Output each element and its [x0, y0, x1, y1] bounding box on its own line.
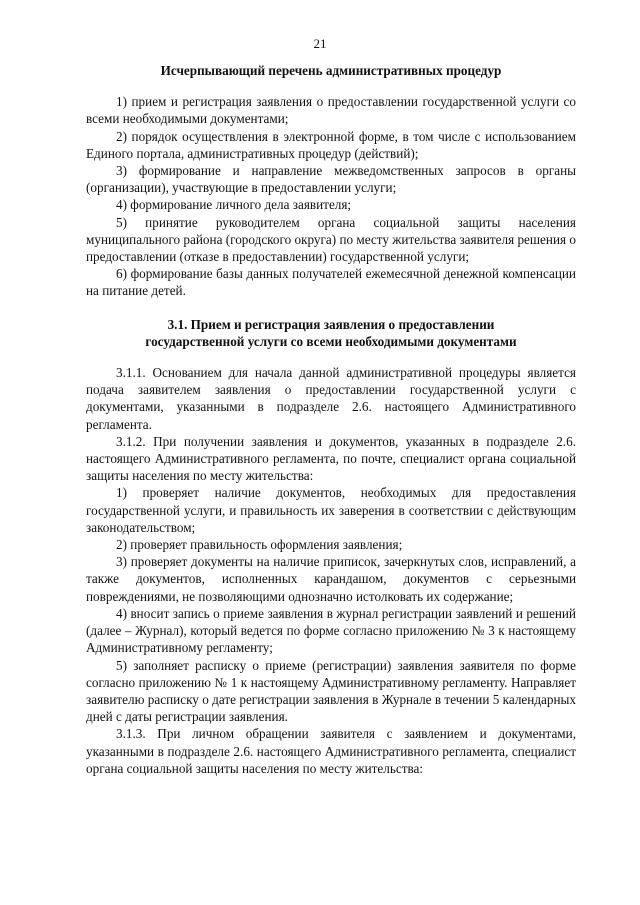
section-title: [86, 316, 576, 350]
document-body: [86, 62, 576, 777]
section-title-line: государственной услуги со всеми необходимыми документами: [145, 333, 517, 349]
paragraph: 2) проверяет правильность оформления заявления;: [116, 537, 403, 553]
document-title: Исчерпывающий перечень административных процедур: [160, 63, 502, 78]
paragraph: 3.1.1. Основанием для начала данной административной процедуры является подача заявителем заявления о предоставлении государственной услуги с документами, указанными в подразделе 2.6. настоящего Административного регламента.: [86, 365, 576, 432]
paragraph: 3.1.3. При личном обращении заявителя с заявлением и документами, указанными в подразделе 2.6. настоящего Административного регламента, специалист органа социальной защиты населения по месту жительства:: [86, 726, 576, 776]
section-title-line: 3.1. Прием и регистрация заявления о предоставлении: [167, 316, 495, 332]
list-item: 6) формирование базы данных получателей ежемесячной денежной компенсации на питание детей.: [86, 266, 576, 299]
list-item: 3) формирование и направление межведомственных запросов в органы (организации), участвующие в предоставлении услуги;: [86, 163, 576, 196]
list-item: 2) порядок осуществления в электронной форме, в том числе с использованием Единого портала, административных процедур (действий);: [86, 128, 576, 161]
paragraph: 1) проверяет наличие документов, необходимых для предоставления государственной услуги, и правильность их заверения в соответствии с действующим законодательством;: [86, 485, 576, 535]
paragraph: 3) проверяет документы на наличие приписок, зачеркнутых слов, исправлений, а также документов, исполненных карандашом, документов с серьезными повреждениями, не позволяющими однозначно истолковать их содержание;: [86, 554, 576, 604]
list-item: 5) принятие руководителем органа социальной защиты населения муниципального района (городского округа) по месту жительства заявителя решения о предоставлении (отказе в предоставлении) государственной услуги;: [86, 214, 576, 265]
paragraph: 5) заполняет расписку о приеме (регистрации) заявления заявителя по форме согласно приложению № 1 к настоящему Административному регламенту. Направляет заявителю расписку о дате регистрации заявления в Журнале в течении 5 календарных дней с даты регистрации заявления.: [86, 657, 576, 725]
list-item: 4) формирование личного дела заявителя;: [116, 197, 352, 213]
paragraph: 3.1.2. При получении заявления и документов, указанных в подразделе 2.6. настоящего Административного регламента, по почте, специалист органа социальной защиты населения по месту жительства:: [86, 433, 576, 484]
list-item: 1) прием и регистрация заявления о предоставлении государственной услуги со всеми необходимыми документами;: [86, 94, 576, 127]
paragraph: 4) вносит запись о приеме заявления в журнал регистрации заявлений и решений (далее – Журнал), который ведется по форме согласно приложению № 3 к настоящему Административному регламенту;: [86, 605, 576, 656]
page-number: 21: [313, 36, 327, 51]
